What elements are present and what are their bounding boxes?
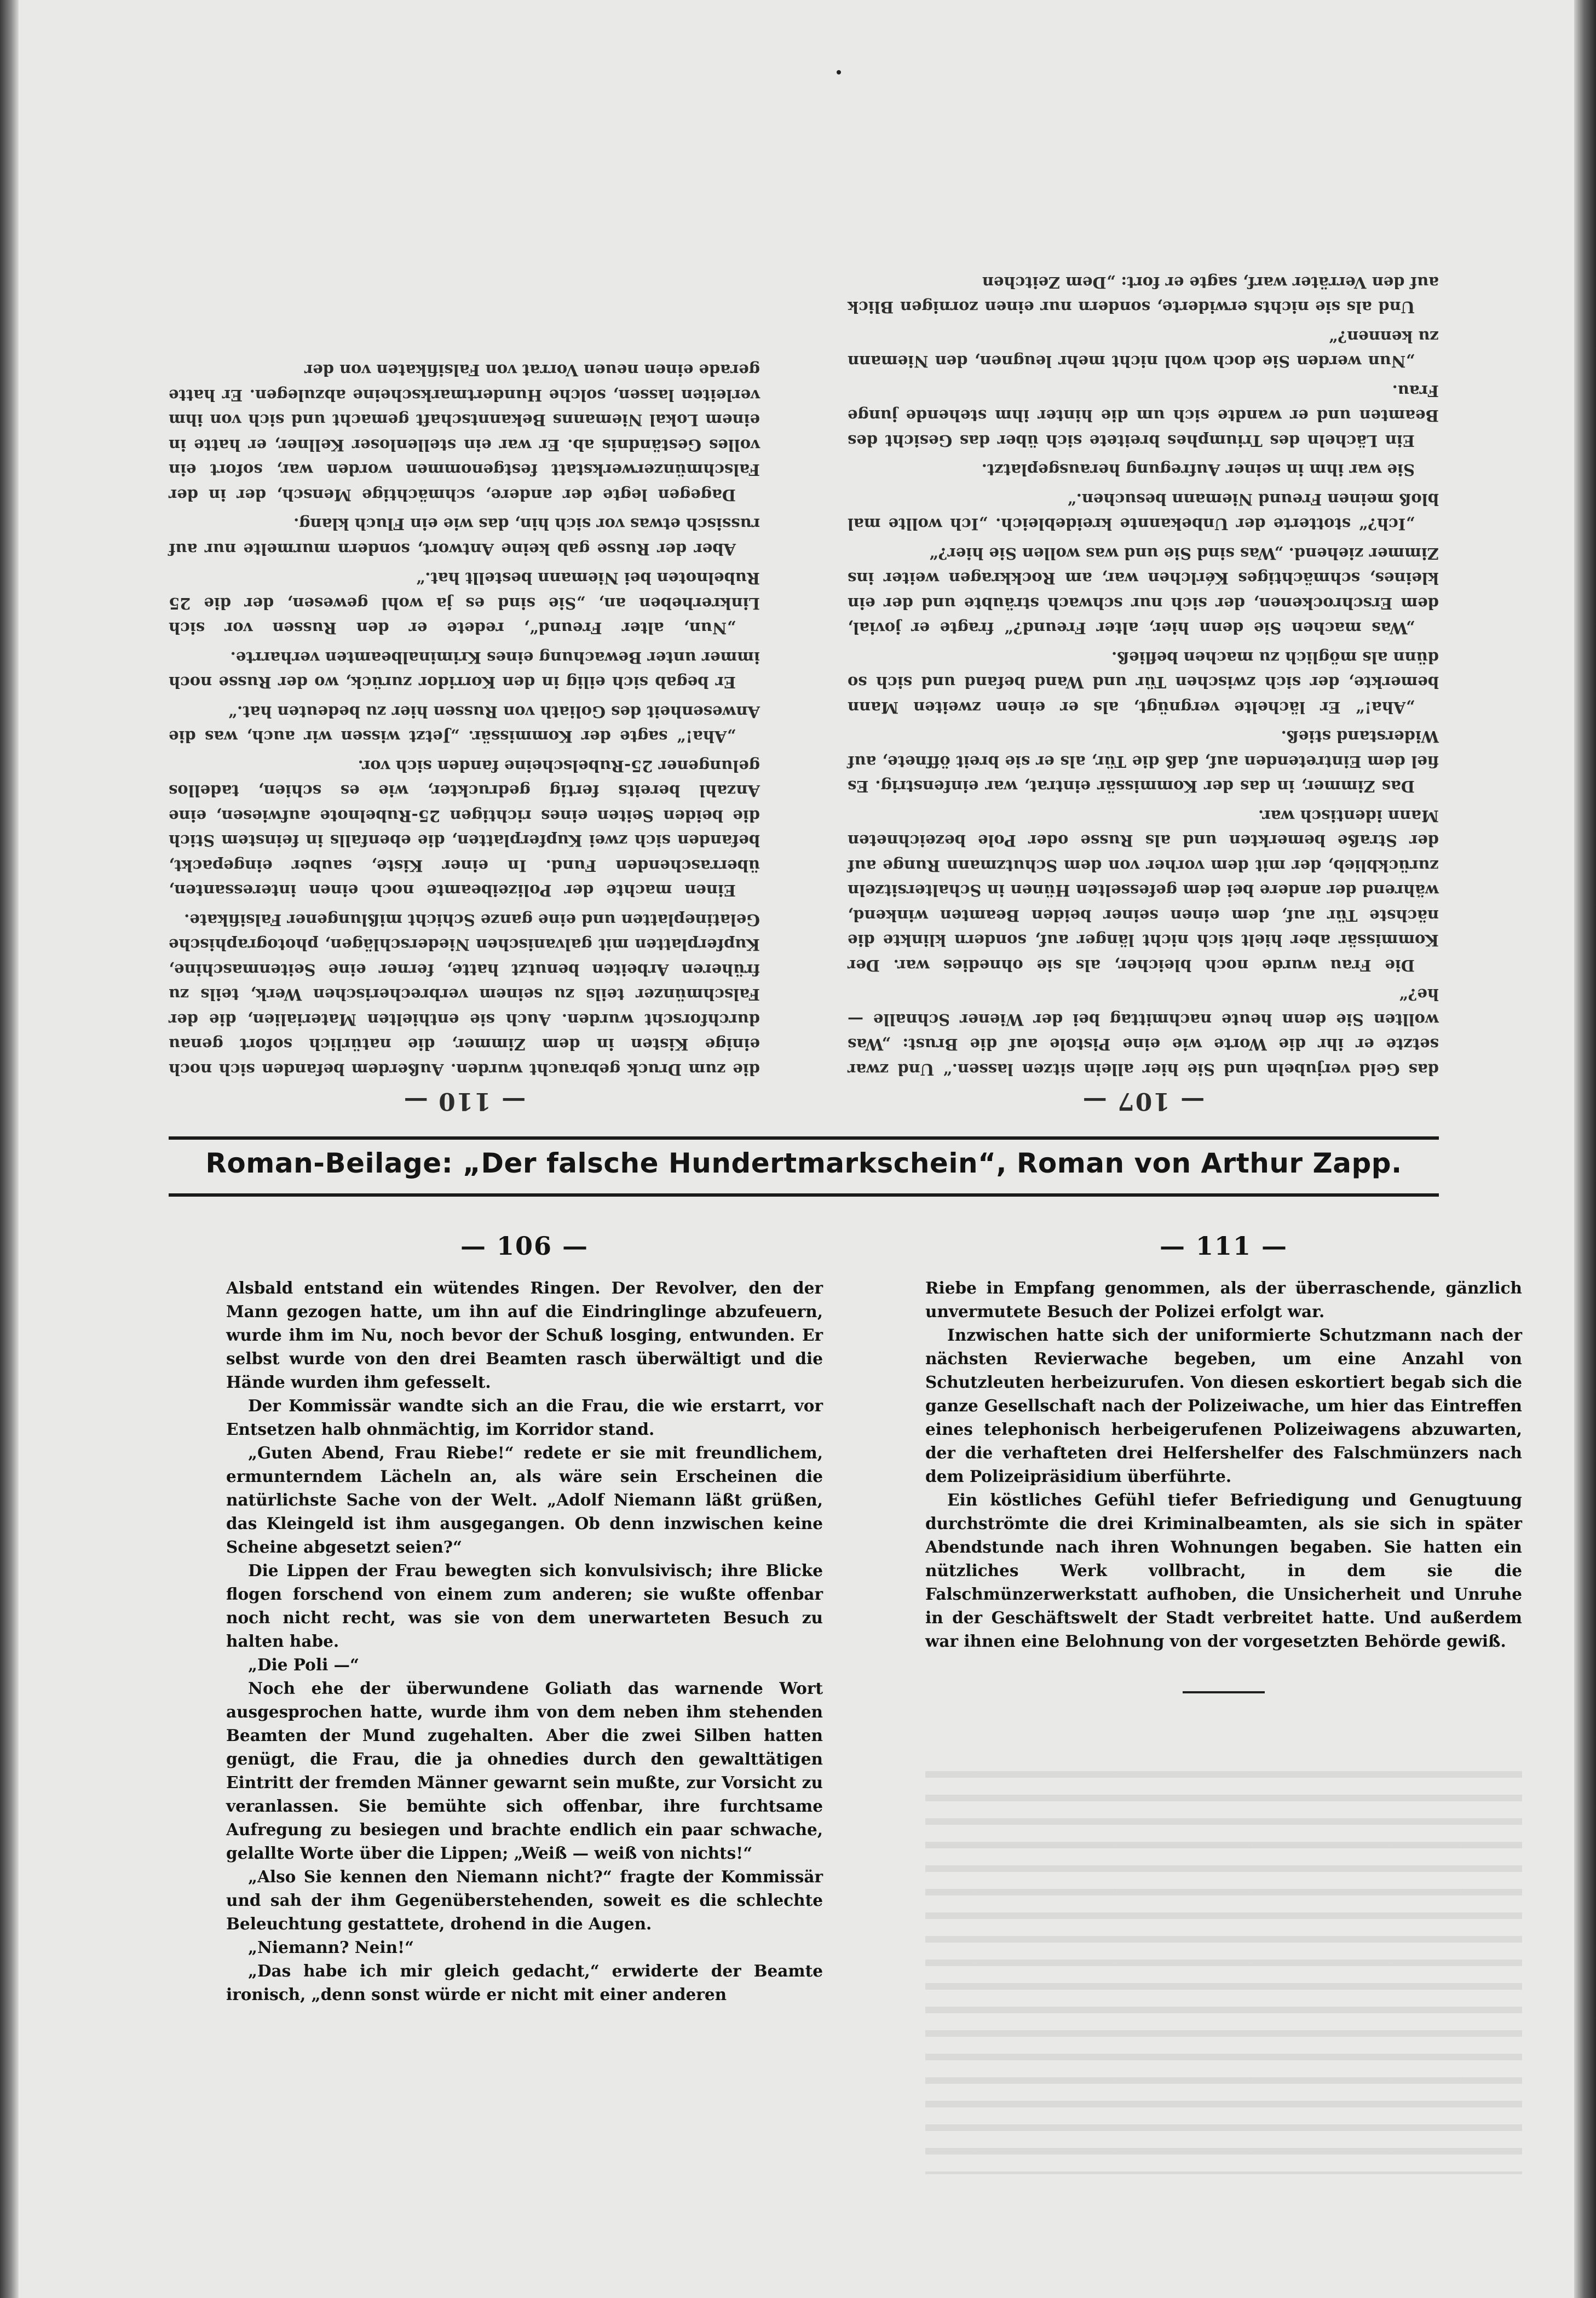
paragraph: Ein köstliches Gefühl tiefer Befriedigung und Genugtuung durchströmte die drei Kriminalbeamten, als sie sich in später Abendstunde nach ihren Wohnungen begaben. Sie hatten ein nützliches Werk vollbracht, in dem sie die Falschmünzerwerkstatt aufhoben, die Unsicherheit und Unruhe in der Geschäftswelt der Stadt verbreitet hatte. Und außerdem war ihnen eine Belohnung von der vorgesetzten Behörde gewiß. — [925, 1490, 1522, 1651]
show-through-texture — [925, 1758, 1522, 2174]
paragraph: Die Frau wurde noch bleicher, als sie ohnedies war. Der Kommissär aber hielt sich nicht länger auf, sondern klinkte die nächste Tür auf, dem einen seiner beiden Beamten winkend, während der andere bei dem gefesselten Hünen in Schaltersitzeln zurückblieb, der mit dem vorher von dem Schutzmann Runge auf der Straße bemerkten und als Russe oder Pole bezeichneten Mann identisch war. — [848, 807, 1439, 975]
paragraph: „Nun werden Sie doch wohl nicht mehr leugnen, den Niemann zu kennen?“ — [848, 328, 1439, 371]
paragraph: „Das habe ich mir gleich gedacht,“ erwiderte der Beamte ironisch, „denn sonst würde er nicht mit einer anderen — [226, 1961, 823, 2004]
paragraph: Noch ehe der überwundene Goliath das warnende Wort ausgesprochen hatte, wurde ihm von dem neben ihm stehenden Beamten der Mund zugehalten. Aber die zwei Silben hatten genügt, die Frau, die ja ohnedies durch den gewalttätigen Eintritt der fremden Männer gewarnt sein mußte, zur Vorsicht zu veranlassen. Sie bemühte sich offenbar, ihre furchtsame Aufregung zu besiegen und brachte endlich ein paar schwache, gelallte Worte über die Lippen; „Weiß — weiß von nichts!“ — [226, 1679, 823, 1863]
page-number-107: — 107 — — [1081, 1087, 1205, 1115]
supplement-banner — [169, 1136, 1439, 1197]
end-rule — [1183, 1691, 1265, 1693]
scan-edge-left — [0, 0, 19, 2298]
page-106 — [226, 1216, 823, 2256]
paragraph: „Aha!“ sagte der Kommissär. „Jetzt wissen wir auch, was die Anwesenheit des Goliath von Russen hier zu bedeuten hat.“ — [169, 703, 760, 746]
page-number-110: — 110 — — [402, 1087, 526, 1115]
paragraph: „Nun, alter Freund“, redete er den Russen vor sich Linkrerheben an, „Sie sind es ja wohl gewesen, der die 25 Rubelnoten bei Niemann bestellt hat.“ — [169, 569, 760, 638]
paragraph: Sie war ihm in seiner Aufregung herausgeplatzt. — [981, 461, 1415, 480]
paragraph: Ein Lächeln des Triumphes breitete sich über das Gesicht des Beamten und er wandte sich um die hinter ihm stehende junge Frau. — [848, 382, 1439, 450]
paragraph: „Niemann? Nein!“ — [248, 1938, 414, 1957]
paragraph: „Ich?“ stotterte der Unbekannte kreidebleich. „Ich wollte mal bloß meinen Freund Niemann besuchen.“ — [848, 490, 1439, 534]
page-number-111: — 111 — — [1159, 1231, 1288, 1261]
paragraph: Einen machte der Polizeibeamte noch einen interessanten, überraschenden Fund. In einer Kiste, sauber eingepackt, befanden sich zwei Kupferplatten, die ebenfalls in feinstem Stich die beiden Seiten eines richtigen 25-Rubelnote aufwiesen, eine Anzahl bereits fertig gedruckter, wie es schien, tadellos gelungener 25-Rubelscheine fanden sich vor. — [169, 757, 760, 900]
paragraph: Alsbald entstand ein wütendes Ringen. Der Revolver, den der Mann gezogen hatte, um ihn auf die Eindringlinge abzufeuern, wurde ihm im Nu, noch bevor der Schuß losging, entwunden. Er selbst wurde von den drei Beamten rasch überwältigt und die Hände wurden ihm gefesselt. — [226, 1278, 823, 1392]
ink-speck — [837, 70, 841, 74]
paragraph: Dagegen legte der andere, schmächtige Mensch, der in der Falschmünzerwerkstatt festgenommen worden war, sofort ein volles Geständnis ab. Er war ein stellenloser Kellner, er hatte in einem Lokal Niemanns Bekanntschaft gemacht und sich von ihm verleiten lassen, solche Hundertmarkscheine abzulegen. Er hatte gerade einen neuen Vorrat von Falsifikaten von der — [169, 361, 760, 504]
scan-edge-right — [1574, 0, 1596, 2298]
paragraph: „Aha!“ Er lächelte vergnügt, als er einen zweiten Mann bemerkte, der sich zwischen Tür und Wand befand und sich so dünn als möglich zu machen befließ. — [848, 648, 1439, 717]
paragraph: „Also Sie kennen den Niemann nicht?“ fragte der Kommissär und sah der ihm Gegenüberstehenden, soweit es die schlechte Beleuchtung gestattete, drohend in die Augen. — [226, 1867, 823, 1933]
paragraph: die zum Druck gebraucht wurden. Außerdem befanden sich noch einige Kisten in dem Zimmer, die natürlich sofort genau durchforscht wurden. Auch sie enthielten Materialien, die der Falschmünzer teils zu seinem verbrecherischen Werk, teils zu früheren Arbeiten benutzt hatte, ferner eine Seitenmaschine, Kupferplatten mit galvanischen Niederschlägen, photographische Gelatineplatten und eine ganze Schicht mißlungener Falsifikate. — [169, 911, 760, 1079]
paragraph: Er begab sich eilig in den Korridor zurück, wo der Russe noch immer unter Bewachung eines Kriminalbeamten verharrte. — [169, 648, 760, 692]
paragraph: Die Lippen der Frau bewegten sich konvulsivisch; ihre Blicke flogen forschend von einem zum anderen; sie wußte offenbar noch nicht recht, was sie von dem unerwarteten Besuch zu halten habe. — [226, 1561, 823, 1651]
paragraph: Das Zimmer, in das der Kommissär eintrat, war einfenstrig. Es fiel dem Eintretenden auf, daß die Tür, als er sie breit öffnete, auf Widerstand stieß. — [848, 727, 1439, 796]
paragraph: Der Kommissär wandte sich an die Frau, die wie erstarrt, vor Entsetzen halb ohnmächtig, im Korridor stand. — [226, 1396, 823, 1439]
page-107 — [848, 107, 1439, 1120]
paragraph: das Geld verjubeln und Sie hier allein sitzen lassen.“ Und zwar setzte er ihr die Worte wie eine Pistole auf die Brust: „Was wollten Sie denn heute nachmittag bei der Wiener Schnalle — he?“ — [848, 985, 1439, 1079]
page-number-106: — 106 — — [460, 1231, 589, 1261]
paragraph: „Die Poli —“ — [248, 1655, 360, 1674]
paragraph: „Was machen Sie denn hier, alter Freund?“ fragte er jovial, dem Erschrockenen, der sich nur schwach sträubte und der ein kleines, schmächtiges Kérlchen war, am Rockkragen weiter ins Zimmer ziehend. „Was sind Sie und was wollen Sie hier?“ — [848, 544, 1439, 638]
newspaper-page — [10, 0, 1582, 2298]
paragraph: Inzwischen hatte sich der uniformierte Schutzmann nach der nächsten Revierwache begeben, um eine Anzahl von Schutzleuten herbeizurufen. Von diesen eskortiert begab sich die ganze Gesellschaft nach der Polizeiwache, um hier das Eintreffen eines telephonisch herbeigerufenen Polizeiwagens abzuwarten, der die verhafteten drei Helfershelfer des Falschmünzers nach dem Polizeipräsidium überführte. — [925, 1325, 1522, 1486]
paragraph: Und als sie nichts erwiderte, sondern nur einen zornigen Blick auf den Verräter warf, sagte er fort: „Dem Zeitchen — [848, 273, 1439, 317]
banner-title: Roman-Beilage: „Der falsche Hundertmarkschein“, Roman von Arthur Zapp. — [205, 1147, 1402, 1179]
paragraph: Riebe in Empfang genommen, als der überraschende, gänzlich unvermutete Besuch der Polizei erfolgt war. — [925, 1278, 1522, 1321]
paragraph: „Guten Abend, Frau Riebe!“ redete er sie mit freundlichem, ermunterndem Lächeln an, als wäre sein Erscheinen die natürlichste Sache von der Welt. „Adolf Niemann läßt grüßen, das Kleingeld ist ihm ausgegangen. Ob denn inzwischen keine Scheine abgesetzt seien?“ — [226, 1443, 823, 1556]
page-110 — [169, 107, 760, 1120]
upside-down-pages — [169, 107, 1439, 1120]
paragraph: Aber der Russe gab keine Antwort, sondern murmelte nur auf russisch etwas vor sich hin, das wie ein Fluch klang. — [169, 515, 760, 559]
